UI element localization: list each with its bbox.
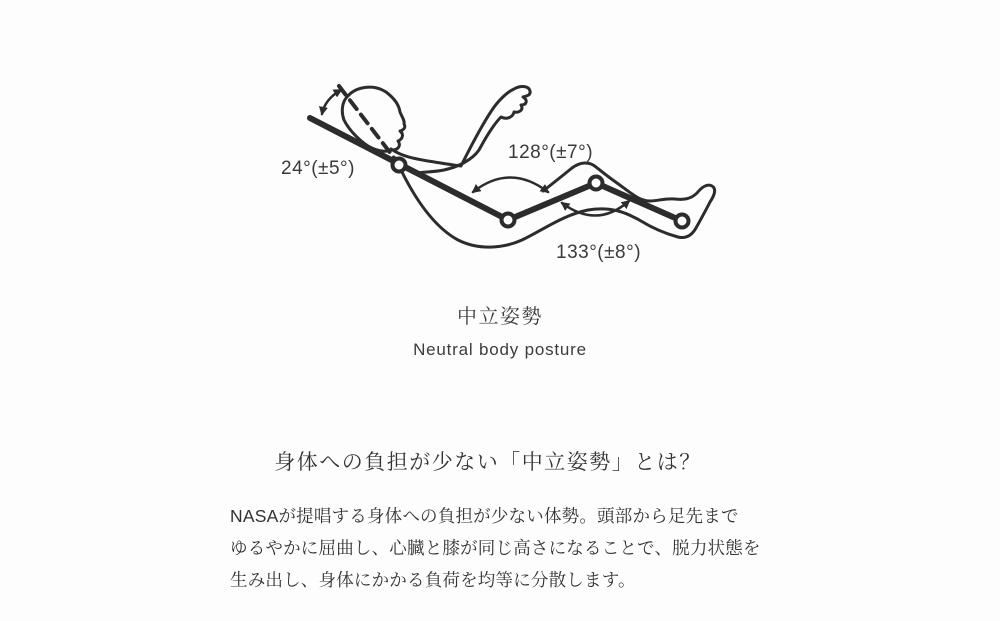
hip-joint xyxy=(502,214,515,227)
body-text-line: NASAが提唱する身体への負担が少ない体勢。頭部から足先まで xyxy=(230,506,739,526)
body-leg-outline xyxy=(402,163,715,247)
figure-caption-en: Neutral body posture xyxy=(413,340,587,359)
neutral-posture-diagram xyxy=(0,0,1000,300)
shoulder-joint xyxy=(393,159,406,172)
neck-angle-label: 24°(±5°) xyxy=(281,158,355,179)
ankle-joint xyxy=(676,215,689,228)
section-heading: 身体への負担が少ない「中立姿勢」とは？ xyxy=(274,451,702,474)
description-section xyxy=(228,449,761,596)
figure-caption xyxy=(0,304,1000,361)
section-body xyxy=(230,500,761,596)
neck-angle-arrow xyxy=(322,90,341,114)
figure-caption-ja: 中立姿勢 xyxy=(457,306,543,328)
body-text-line: ゆるやかに屈曲し、心臓と膝が同じ高さになることで、脱力状態を xyxy=(230,538,761,558)
body-text-line: 生み出し、身体にかかる負荷を均等に分散します。 xyxy=(230,570,636,590)
hip-angle-arc xyxy=(473,178,548,193)
hip-angle-label: 128°(±7°) xyxy=(508,142,594,163)
shin-line xyxy=(596,183,682,221)
knee-angle-label: 133°(±8°) xyxy=(556,242,642,263)
knee-joint xyxy=(590,177,603,190)
